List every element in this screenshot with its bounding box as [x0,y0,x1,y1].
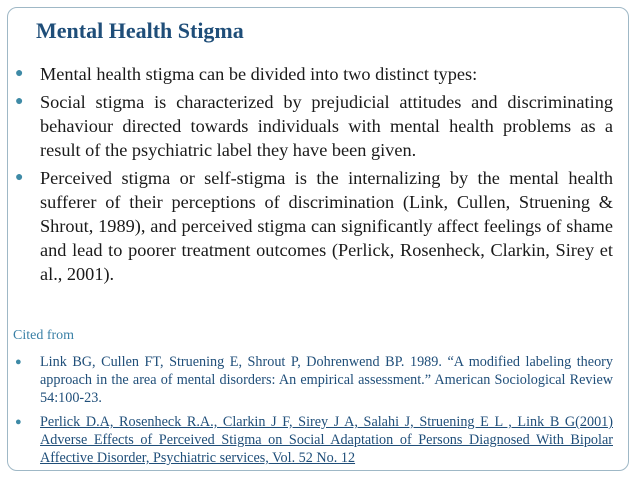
bullet-icon: ● [15,94,24,109]
bullet-icon: ● [15,416,22,428]
bullet-icon: ● [15,66,24,81]
bullet-text: Perceived stigma or self-stigma is the internalizing by the mental health sufferer of their perceptions of discrimination (Link, Cullen, Struening & Shrout, 1989), and perceived stigma can significantly affect feelings of shame and lead to poorer treatment outcomes (Perlick, Rosenheck, Clarkin, Sirey et al., 2001). [40,168,613,284]
slide-title: Mental Health Stigma [36,18,244,43]
bullet-point-perceived-stigma [13,166,613,286]
bullet-text: Mental health stigma can be divided into two distinct types: [40,64,478,84]
reference-perlick-2001 [13,413,613,467]
reference-link-1989 [13,353,613,407]
bullet-icon: ● [15,170,24,185]
reference-text: Perlick D.A, Rosenheck R.A., Clarkin J F, Sirey J A, Salahi J, Struening E L , Link B G(2001) Adverse Effects of Perceived Stigma on Social Adaptation of Persons Diagnosed With Bipolar Affective Disorder, Psychiatric services, Vol. 52 No. 12 [40,414,613,466]
bullet-point-types [13,62,613,86]
bullet-point-social-stigma [13,90,613,162]
bullet-text: Social stigma is characterized by prejudicial attitudes and discriminating behaviour directed towards individuals with mental health problems as a result of the psychiatric label they have been given. [40,92,613,160]
bullet-icon: ● [15,356,22,368]
cited-from-label: Cited from [13,328,75,343]
reference-list [13,353,613,467]
main-bullet-list [13,62,613,286]
reference-text: Link BG, Cullen FT, Struening E, Shrout P, Dohrenwend BP. 1989. “A modified labeling theory approach in the area of mental disorders: An empirical assessment.” American Sociological Review 54:100-23. [40,354,613,406]
